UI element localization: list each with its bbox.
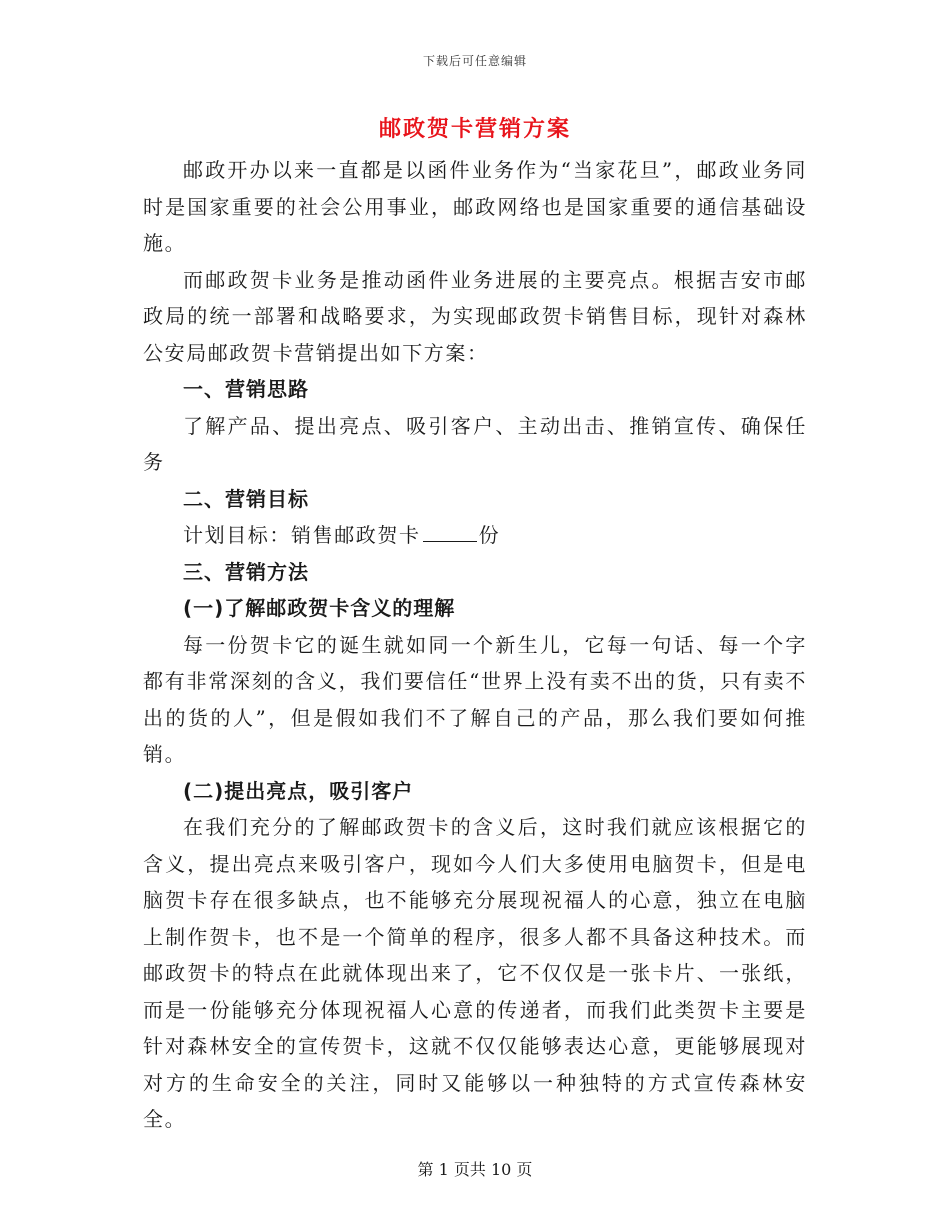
section-heading-2: 二、营销目标 <box>183 486 309 511</box>
header-note: 下载后可任意编辑 <box>422 54 527 68</box>
paragraph-target <box>143 517 807 554</box>
paragraph-background: 而邮政贺卡业务是推动函件业务进展的主要亮点。根据吉安市邮政局的统一部署和战略要求，为实现邮政贺卡销售目标，现针对森林公安局邮政贺卡营销提出如下方案： <box>143 267 807 365</box>
target-label: 计划目标：销售邮政贺卡 <box>183 523 421 547</box>
subsection-heading-1: (一)了解邮政贺卡含义的理解 <box>183 596 456 620</box>
document-title: 邮政贺卡营销方案 <box>378 117 571 142</box>
subsection-heading-2: (二)提出亮点，吸引客户 <box>183 778 414 803</box>
document-body <box>143 152 807 1138</box>
target-unit: 份 <box>478 523 501 547</box>
section-heading-3: 三、营销方法 <box>183 559 309 584</box>
section-heading-1: 一、营销思路 <box>183 377 309 401</box>
page-footer: 第 1 页共 10 页 <box>417 1160 533 1179</box>
paragraph-meaning: 每一份贺卡它的诞生就如同一个新生儿，它每一句话、每一个字都有非常深刻的含义，我们要信任“世界上没有卖不出的货，只有卖不出的货的人”，但是假如我们不了解自己的产品，那么我们要如何推销。 <box>143 632 807 766</box>
paragraph-intro: 邮政开办以来一直都是以函件业务作为“当家花旦”，邮政业务同时是国家重要的社会公用事业，邮政网络也是国家重要的通信基础设施。 <box>143 158 807 255</box>
target-blank <box>423 521 477 542</box>
paragraph-strategy: 了解产品、提出亮点、吸引客户、主动出击、推销宣传、确保任务 <box>143 413 807 474</box>
paragraph-highlights: 在我们充分的了解邮政贺卡的含义后，这时我们就应该根据它的含义，提出亮点来吸引客户，现如今人们大多使用电脑贺卡，但是电脑贺卡存在很多缺点，也不能够充分展现祝福人的心意，独立在电脑上制作贺卡，也不是一个简单的程序，很多人都不具备这种技术。而邮政贺卡的特点在此就体现出来了，它不仅仅是一张卡片、一张纸，而是一份能够充分体现祝福人心意的传递者，而我们此类贺卡主要是针对森林安全的宣传贺卡，这就不仅仅能够表达心意，更能够展现对对方的生命安全的关注，同时又能够以一种独特的方式宣传森林安全。 <box>143 815 807 1131</box>
